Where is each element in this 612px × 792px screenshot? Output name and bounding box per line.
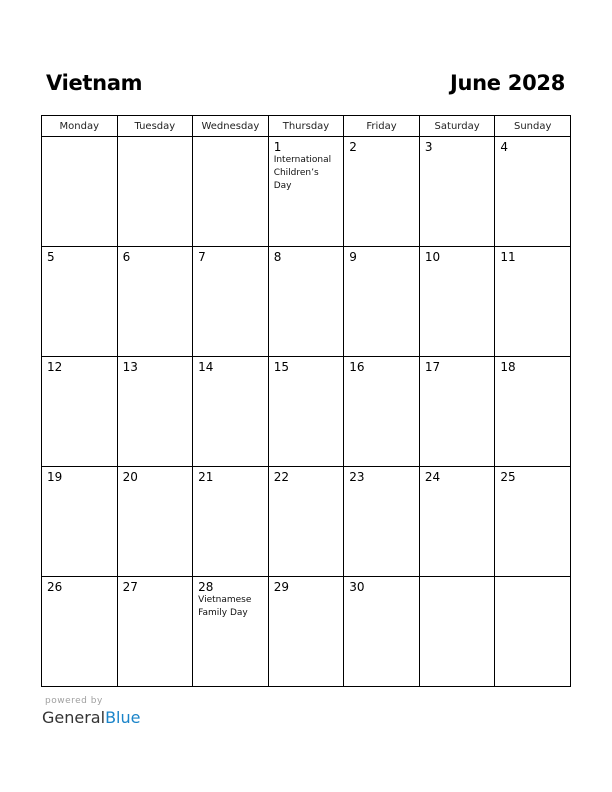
day-number: 10: [424, 250, 441, 264]
day-cell: [344, 577, 420, 687]
day-number: 13: [122, 360, 138, 374]
day-number: 15: [273, 360, 289, 374]
holiday-label: Vietnamese Family Day: [198, 595, 252, 618]
day-number: 28: [198, 580, 214, 594]
day-number: 1: [273, 140, 282, 154]
generalblue-logo: [42, 708, 140, 727]
weekday-header: Friday: [344, 116, 420, 137]
day-number: 22: [273, 470, 289, 484]
day-number: 20: [122, 470, 138, 484]
day-cell: [419, 357, 495, 467]
calendar-grid: [41, 115, 571, 687]
day-cell: [495, 247, 571, 357]
weekday-header: Wednesday: [193, 116, 269, 137]
powered-by-label: powered by: [45, 696, 103, 706]
day-cell: [193, 137, 269, 247]
day-number: 9: [349, 250, 357, 264]
day-cell: [495, 357, 571, 467]
day-cell: [117, 137, 193, 247]
day-number: 3: [424, 140, 433, 154]
day-cell: [42, 137, 118, 247]
day-cell: [495, 577, 571, 687]
brand-name-part2: Blue: [105, 708, 141, 727]
day-cell: [495, 137, 571, 247]
day-cell: [193, 467, 269, 577]
day-cell: [419, 577, 495, 687]
day-cell: [495, 467, 571, 577]
day-number: 30: [349, 580, 365, 594]
day-cell: [419, 467, 495, 577]
day-cell: [419, 137, 495, 247]
calendar-country-title: Vietnam: [46, 71, 143, 95]
day-number: 14: [198, 360, 214, 374]
week-row: [42, 577, 571, 687]
day-number: 4: [500, 140, 509, 154]
day-cell: [419, 247, 495, 357]
day-number: 2: [349, 140, 357, 154]
day-number: 25: [500, 470, 516, 484]
weekday-header: Tuesday: [117, 116, 193, 137]
day-cell: [268, 357, 344, 467]
day-cell: [193, 357, 269, 467]
weekday-header-row: [42, 116, 571, 137]
day-number: 5: [47, 250, 55, 264]
day-cell: [268, 467, 344, 577]
day-cell: [268, 247, 344, 357]
day-cell: [117, 467, 193, 577]
day-number: 26: [47, 580, 63, 594]
holiday-label: International Children’s Day: [273, 155, 332, 191]
day-number: 23: [349, 470, 365, 484]
day-number: 24: [424, 470, 441, 484]
day-number: 18: [500, 360, 516, 374]
day-number: 21: [198, 470, 214, 484]
day-cell: [42, 357, 118, 467]
day-cell: [42, 467, 118, 577]
day-cell: [117, 577, 193, 687]
weekday-header: Monday: [42, 116, 118, 137]
day-number: 8: [273, 250, 282, 264]
day-number: 7: [198, 250, 206, 264]
weekday-header: Saturday: [419, 116, 495, 137]
day-number: 12: [47, 360, 63, 374]
day-cell: [268, 577, 344, 687]
week-row: [42, 247, 571, 357]
day-cell: [193, 247, 269, 357]
day-cell: [268, 137, 344, 247]
calendar-month-title: June 2028: [449, 71, 565, 95]
day-number: 6: [122, 250, 131, 264]
day-number: 11: [500, 250, 516, 264]
day-cell: [344, 357, 420, 467]
weekday-header: Sunday: [495, 116, 571, 137]
day-cell: [344, 137, 420, 247]
day-cell: [344, 247, 420, 357]
day-number: 27: [122, 580, 138, 594]
day-cell: [193, 577, 269, 687]
day-cell: [344, 467, 420, 577]
day-cell: [117, 247, 193, 357]
day-number: 16: [349, 360, 365, 374]
day-cell: [42, 247, 118, 357]
week-row: [42, 357, 571, 467]
day-number: 29: [273, 580, 289, 594]
week-row: [42, 467, 571, 577]
day-number: 17: [424, 360, 441, 374]
day-number: 19: [47, 470, 63, 484]
day-cell: [42, 577, 118, 687]
brand-name-part1: General: [42, 708, 106, 727]
week-row: [42, 137, 571, 247]
weekday-header: Thursday: [268, 116, 344, 137]
day-cell: [117, 357, 193, 467]
